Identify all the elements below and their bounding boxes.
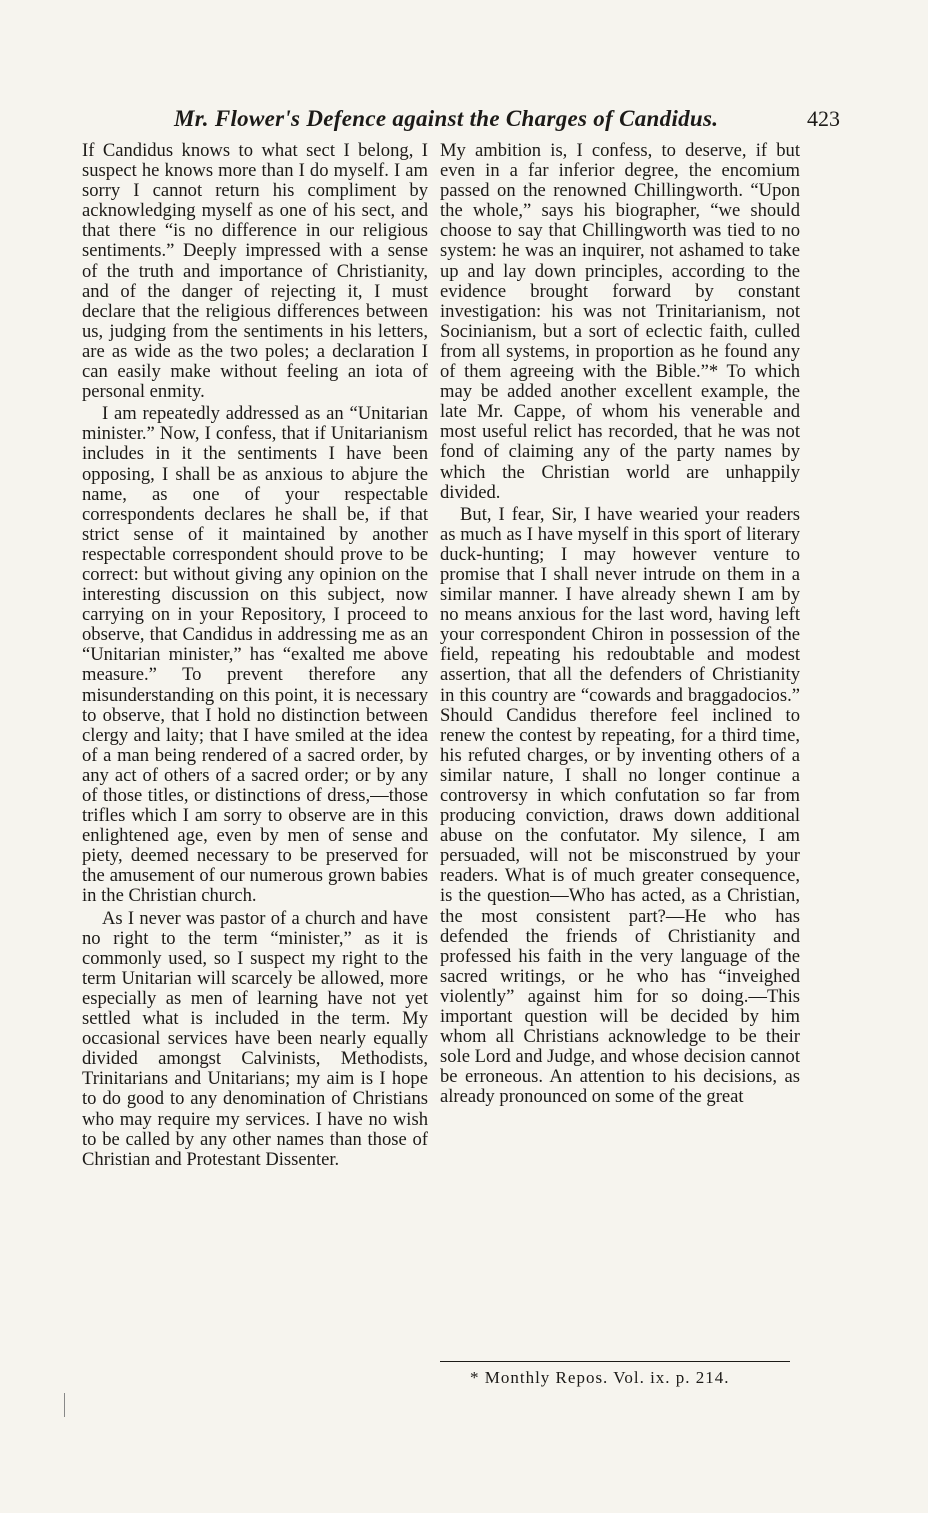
left-column [82, 141, 428, 1170]
paragraph: I am repeatedly addressed as an “Unitarian minister.” Now, I confess, that if Unitarianism includes in it the sentiments I have been opposing, I shall be as anxious to abjure the name, as one of your respectable correspondents declares he shall be, if that strict sense of it maintained by another respectable correspondent should prove to be correct: but without giving any opinion on the interesting discussion on this subject, now carrying on in your Repository, I proceed to observe, that Candidus in addressing me as an “Unitarian minister,” has “exalted me above measure.” To prevent therefore any misunderstanding on this point, it is necessary to observe, that I hold no distinction between clergy and laity; that I have smiled at the idea of a man being rendered of a sacred order, by any act of others of a sacred order; or by any of those titles, or distinctions of dress,—those trifles which I am sorry to observe are in this enlightened age, even by men of sense and piety, deemed necessary to be preserved for the amusement of our numerous grown babies in the Christian church. [82, 403, 428, 907]
running-head [80, 106, 840, 136]
paragraph: If Candidus knows to what sect I belong, I suspect he knows more than I do myself. I am sorry I cannot return his compliment by acknowledging myself as one of his sect, and that there “is no difference in our religious sentiments.” Deeply impressed with a sense of the truth and importance of Christianity, and of the danger of rejecting it, I must declare that the religious differences between us, judging from the sentiments in his letters, are as wide as the two poles; a declaration I can easily make without feeling an iota of personal enmity. [82, 140, 428, 403]
paragraph: As I never was pastor of a church and have no right to the term “minister,” as it is commonly used, so I suspect my right to the term Unitarian will scarcely be allowed, more especially as men of learning have not yet settled what is included in the term. My occasional services have been nearly equally divided amongst Calvinists, Methodists, Trinitarians and Unitarians; my aim is I hope to do good to any denomination of Christians who may require my services. I have no wish to be called by any other names than those of Christian and Protestant Dissenter. [82, 907, 428, 1170]
margin-mark [64, 1393, 65, 1417]
page-number: 423 [807, 106, 840, 131]
right-column [440, 141, 800, 1108]
paragraph: But, I fear, Sir, I have wearied your readers as much as I have myself in this sport of literary duck-hunting; I may however venture to promise that I shall never intrude on them in a similar manner. I have already shewn I am by no means anxious for the last word, having left your correspondent Chiron in possession of the field, repeating his redoubtable and modest assertion, that all the defenders of Christianity in this country are “cowards and braggadocios.” Should Candidus therefore feel inclined to renew the contest by repeating, for a third time, his refuted charges, or by inventing others of a similar nature, I shall no longer continue a controversy in which confutation so far from producing conviction, draws down additional abuse on the confutator. My silence, I am persuaded, will not be misconstrued by your readers. What is of much greater consequence, is the question—Who has acted, as a Christian, the most consistent part?—He who has defended the friends of Christianity and professed his faith in the very language of the sacred writings, or he who has “inveighed violently” against him for so doing.—This important question will be decided by him whom all Christians acknowledge to be their sole Lord and Judge, and whose decision cannot be erroneous. An attention to his decisions, as already pronounced on some of the great [440, 503, 800, 1108]
running-title: Mr. Flower's Defence against the Charges of Candidus. [174, 106, 719, 131]
footnote: * Monthly Repos. Vol. ix. p. 214. [470, 1368, 730, 1387]
footnote-rule [440, 1361, 790, 1362]
paragraph: My ambition is, I confess, to deserve, if but even in a far inferior degree, the encomium passed on the renowned Chillingworth. “Upon the whole,” says his biographer, “we should choose to say that Chillingworth was tied to no system: he was an inquirer, not ashamed to take up and lay down principles, according to the evidence brought forward by constant investigation: his was not Trinitarianism, not Socinianism, but a sort of eclectic faith, culled from all systems, in proportion as he found any of them agreeing with the Bible.”* To which may be added another excellent example, the late Mr. Cappe, of whom his venerable and most useful relict has recorded, that he was not fond of claiming any of the party names by which the Christian world are unhappily divided. [440, 140, 800, 503]
